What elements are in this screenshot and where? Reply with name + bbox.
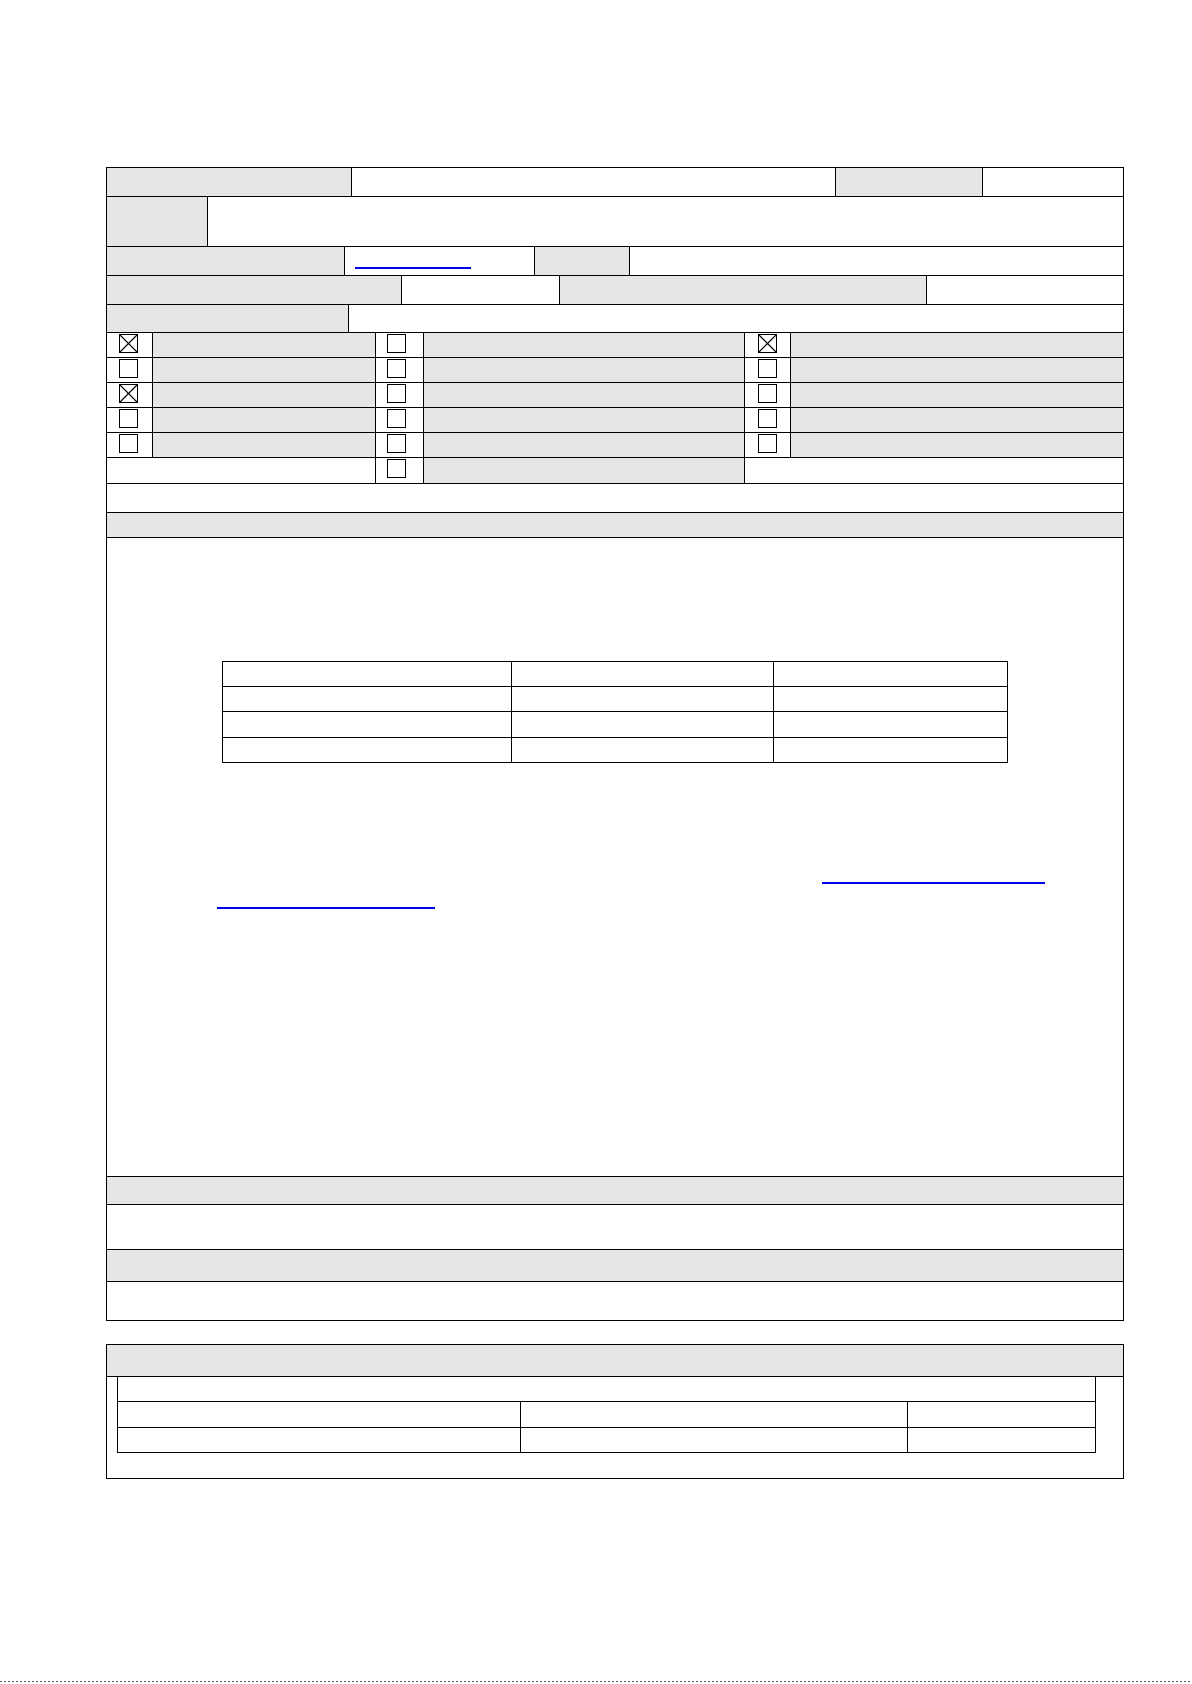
rule [790, 332, 791, 457]
checkbox-r5c1[interactable] [119, 434, 138, 453]
option-label-r2c2 [424, 358, 744, 382]
option-label-r4c3 [791, 408, 1123, 432]
date-label-cell [535, 247, 629, 275]
rule [744, 332, 745, 483]
rule [106, 483, 1124, 484]
option-label-r1c1 [153, 333, 375, 357]
field-a-label-cell [107, 276, 401, 304]
contact-label-cell [107, 247, 344, 275]
table-column [907, 1401, 908, 1452]
checkbox-r1c2[interactable] [387, 334, 406, 353]
rule [106, 537, 1124, 538]
checkbox-r3c2[interactable] [387, 384, 406, 403]
rule [629, 246, 630, 275]
option-label-r2c1 [153, 358, 375, 382]
rule [106, 457, 1124, 458]
rule [106, 432, 1124, 433]
rule [106, 304, 1124, 305]
rule [559, 275, 560, 304]
rule [926, 275, 927, 304]
checked-x-icon [120, 385, 137, 402]
rule [106, 1204, 1124, 1205]
checkbox-r4c2[interactable] [387, 409, 406, 428]
checkbox-r1c1[interactable] [119, 334, 138, 353]
option-label-r1c2 [424, 333, 744, 357]
checkbox-r2c3[interactable] [758, 359, 777, 378]
section-header-details [107, 513, 1123, 537]
description-label-cell [107, 197, 207, 246]
rule [106, 1249, 1124, 1250]
id-label-cell [836, 168, 982, 196]
option-label-r3c1 [153, 383, 375, 407]
option-label-r2c3 [791, 358, 1123, 382]
rule [106, 1176, 1124, 1177]
option-label-r1c3 [791, 333, 1123, 357]
rule [348, 304, 349, 332]
rule [534, 246, 535, 275]
table-column [773, 661, 774, 763]
section-header-third [107, 1250, 1123, 1281]
option-label-r4c2 [424, 408, 744, 432]
table-column [511, 661, 512, 763]
section-header-second [107, 1177, 1123, 1204]
rule [152, 332, 153, 457]
checkbox-r3c3[interactable] [758, 384, 777, 403]
rule [106, 246, 1124, 247]
checkbox-r1c3[interactable] [758, 334, 777, 353]
summary-table [222, 661, 1008, 763]
checkbox-r4c3[interactable] [758, 409, 777, 428]
table-row [222, 737, 1008, 738]
option-label-r5c2 [424, 433, 744, 457]
rule [207, 196, 208, 246]
checkbox-r4c1[interactable] [119, 409, 138, 428]
option-label-r5c1 [153, 433, 375, 457]
attachments-header [107, 1345, 1123, 1376]
contact-email-link[interactable] [355, 267, 471, 269]
rule [375, 332, 376, 483]
rule [106, 357, 1124, 358]
checkbox-r6c2[interactable] [387, 459, 406, 478]
rule [106, 332, 1124, 333]
rule [106, 1281, 1124, 1282]
category-label-cell [107, 305, 348, 332]
rule [106, 382, 1124, 383]
option-label-r3c3 [791, 383, 1123, 407]
rule [982, 167, 983, 196]
checkbox-r3c1[interactable] [119, 384, 138, 403]
body-link-line1[interactable] [822, 882, 1045, 884]
option-label-r5c3 [791, 433, 1123, 457]
table-column [520, 1401, 521, 1452]
checkbox-r5c3[interactable] [758, 434, 777, 453]
rule [106, 407, 1124, 408]
rule [106, 512, 1124, 513]
checkbox-r2c2[interactable] [387, 359, 406, 378]
checked-x-icon [759, 335, 776, 352]
option-label-r3c2 [424, 383, 744, 407]
table-row [222, 711, 1008, 712]
attachments-table [117, 1376, 1096, 1453]
rule [106, 196, 1124, 197]
rule [344, 246, 345, 275]
option-label-r4c1 [153, 408, 375, 432]
table-row [117, 1401, 1096, 1402]
rule [106, 275, 1124, 276]
title-label-cell [107, 168, 351, 196]
rule [401, 275, 402, 304]
option-label-r6c2 [424, 458, 744, 483]
table-row [117, 1427, 1096, 1428]
field-b-label-cell [560, 276, 926, 304]
page-footer-rule [0, 1681, 1192, 1682]
checked-x-icon [120, 335, 137, 352]
body-link-line2[interactable] [217, 907, 435, 909]
table-row [222, 686, 1008, 687]
rule [423, 332, 424, 483]
checkbox-r2c1[interactable] [119, 359, 138, 378]
rule [835, 167, 836, 196]
rule [351, 167, 352, 196]
checkbox-r5c2[interactable] [387, 434, 406, 453]
